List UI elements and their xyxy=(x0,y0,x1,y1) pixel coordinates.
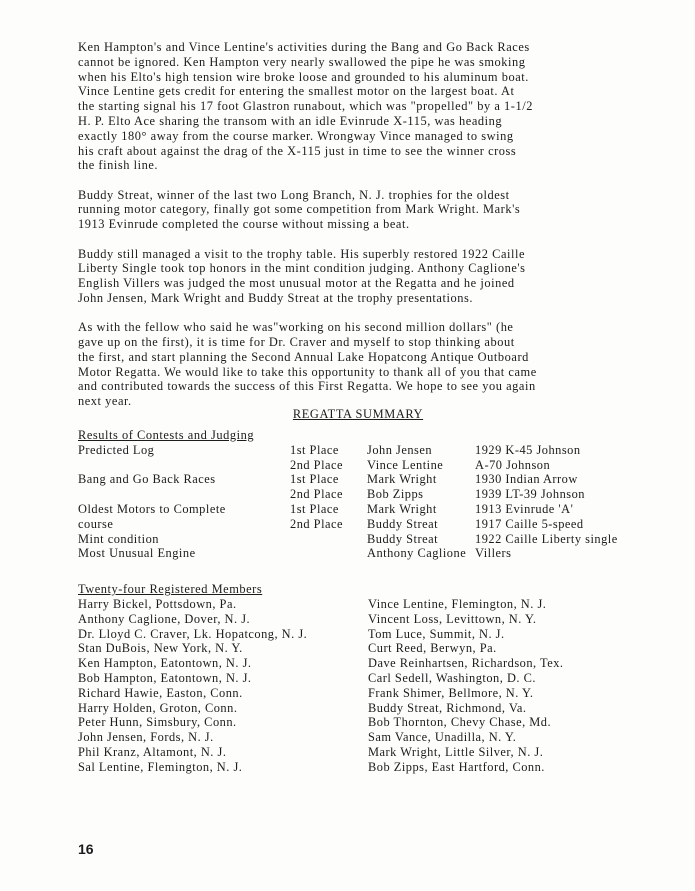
place-cell: 1st Place xyxy=(290,472,339,487)
winner-cell: Buddy Streat xyxy=(367,531,439,546)
member-entry: Sal Lentine, Flemington, N. J. xyxy=(78,759,243,774)
winner-cell: John Jensen xyxy=(367,442,433,457)
results-row xyxy=(78,502,618,517)
member-entry: Harry Bickel, Pottsdown, Pa. xyxy=(78,597,237,611)
paragraph: Ken Hampton's and Vince Lentine's activities during the Bang and Go Back Races cannot be ignored. Ken Hampton very nearly swallowed the pipe he was smoking when his Elto's high tension wire broke loose and grounded to his aluminum boat. Vince Lentine gets credit for entering the smallest motor on the largest boat. At the starting signal his 17 foot Glastron runabout, which was "propelled" by a 1-1/2 H. P. Elto Ace sharing the transom with an idle Evinrude X-115, was heading exactly 180° away from the course marker. Wrongway Vince managed to swing his craft about against the drag of the X-115 just in time to see the winner cross the finish line. xyxy=(78,40,533,173)
members-list xyxy=(78,597,638,775)
results-row xyxy=(78,532,618,547)
results-row xyxy=(78,458,618,473)
place-cell xyxy=(290,546,367,561)
members-column-right xyxy=(368,597,564,775)
narrative-body xyxy=(78,40,638,409)
summary-title: REGATTA SUMMARY xyxy=(292,407,424,422)
page-number: 16 xyxy=(78,841,94,857)
member-entry: Buddy Streat, Richmond, Va. xyxy=(368,700,527,715)
winner-cell: Buddy Streat xyxy=(367,516,439,531)
motor-cell: 1939 LT-39 Johnson xyxy=(475,487,585,502)
paragraph: As with the fellow who said he was"working on his second million dollars" (he gave up on the first), it is time for Dr. Craver and myself to stop thinking about the first, and start planning the Second Annual Lake Hopatcong Antique Outboard Motor Regatta. We would like to take this opportunity to thank all of you that came and contributed towards the success of this First Regatta. We hope to see you again next year. xyxy=(78,320,537,409)
motor-cell: 1913 Evinrude 'A' xyxy=(475,502,574,517)
place-cell: 2nd Place xyxy=(290,457,344,472)
member-entry: Vince Lentine, Flemington, N. J. xyxy=(368,597,547,611)
member-entry: Mark Wright, Little Silver, N. J. xyxy=(368,744,544,759)
member-entry: Bob Thornton, Chevy Chase, Md. xyxy=(368,715,552,730)
event-cell xyxy=(78,487,290,502)
member-entry: Ken Hampton, Eatontown, N. J. xyxy=(78,656,252,671)
member-entry: Dr. Lloyd C. Craver, Lk. Hopatcong, N. J. xyxy=(78,626,308,641)
member-entry: Richard Hawie, Easton, Conn. xyxy=(78,685,243,700)
results-table xyxy=(78,443,618,561)
place-cell: 1st Place xyxy=(290,502,339,517)
member-entry: Anthony Caglione, Dover, N. J. xyxy=(78,611,251,626)
member-entry: Stan DuBois, New York, N. Y. xyxy=(78,641,243,656)
paragraph: Buddy Streat, winner of the last two Long Branch, N. J. trophies for the oldest running motor category, finally got some competition from Mark Wright. Mark's 1913 Evinrude completed the course without missing a beat. xyxy=(78,187,521,232)
motor-cell: 1930 Indian Arrow xyxy=(475,472,578,487)
event-cell xyxy=(78,458,290,473)
member-entry: Phil Kranz, Altamont, N. J. xyxy=(78,744,227,759)
member-entry: Frank Shimer, Bellmore, N. Y. xyxy=(368,685,534,700)
member-entry: Harry Holden, Groton, Conn. xyxy=(78,700,238,715)
members-heading: Twenty-four Registered Members xyxy=(78,582,263,597)
member-entry: Sam Vance, Unadilla, N. Y. xyxy=(368,730,517,745)
motor-cell: Villers xyxy=(475,546,512,561)
member-entry: Tom Luce, Summit, N. J. xyxy=(368,626,505,641)
paragraph: Buddy still managed a visit to the trophy table. His superbly restored 1922 Caille Liberty Single took top honors in the mint condition judging. Anthony Caglione's English Villers was judged the most unusual motor at the Regatta and he joined John Jensen, Mark Wright and Buddy Streat at the trophy presentations. xyxy=(78,246,526,305)
member-entry: Carl Sedell, Washington, D. C. xyxy=(368,670,536,685)
winner-cell: Mark Wright xyxy=(367,472,437,487)
document-page xyxy=(78,40,638,775)
member-entry: Bob Hampton, Eatontown, N. J. xyxy=(78,670,252,685)
winner-cell: Bob Zipps xyxy=(367,487,424,502)
member-entry: Bob Zipps, East Hartford, Conn. xyxy=(368,759,545,774)
place-cell xyxy=(290,532,367,547)
event-cell: Oldest Motors to Complete xyxy=(78,502,226,517)
winner-cell: Anthony Caglione xyxy=(367,546,467,561)
members-column-left xyxy=(78,597,368,775)
place-cell: 1st Place xyxy=(290,442,339,457)
member-entry: Curt Reed, Berwyn, Pa. xyxy=(368,641,497,656)
results-heading: Results of Contests and Judging xyxy=(78,428,255,443)
member-entry: Dave Reinhartsen, Richardson, Tex. xyxy=(368,656,564,671)
member-entry: Vincent Loss, Levittown, N. Y. xyxy=(368,611,537,626)
results-row xyxy=(78,517,618,532)
motor-cell: 1922 Caille Liberty single xyxy=(475,531,618,546)
motor-cell: A-70 Johnson xyxy=(475,457,551,472)
place-cell: 2nd Place xyxy=(290,516,344,531)
motor-cell: 1917 Caille 5-speed xyxy=(475,516,584,531)
winner-cell: Mark Wright xyxy=(367,502,437,517)
member-entry: John Jensen, Fords, N. J. xyxy=(78,730,214,745)
results-row xyxy=(78,443,618,458)
winner-cell: Vince Lentine xyxy=(367,457,444,472)
results-row xyxy=(78,546,618,561)
member-entry: Peter Hunn, Simsbury, Conn. xyxy=(78,715,237,730)
place-cell: 2nd Place xyxy=(290,487,344,502)
event-cell: Mint condition xyxy=(78,531,159,546)
motor-cell: 1929 K-45 Johnson xyxy=(475,442,581,457)
event-cell: Most Unusual Engine xyxy=(78,546,196,561)
event-cell: course xyxy=(78,516,114,531)
event-cell: Predicted Log xyxy=(78,442,155,457)
results-row xyxy=(78,487,618,502)
results-row xyxy=(78,472,618,487)
event-cell: Bang and Go Back Races xyxy=(78,472,216,487)
